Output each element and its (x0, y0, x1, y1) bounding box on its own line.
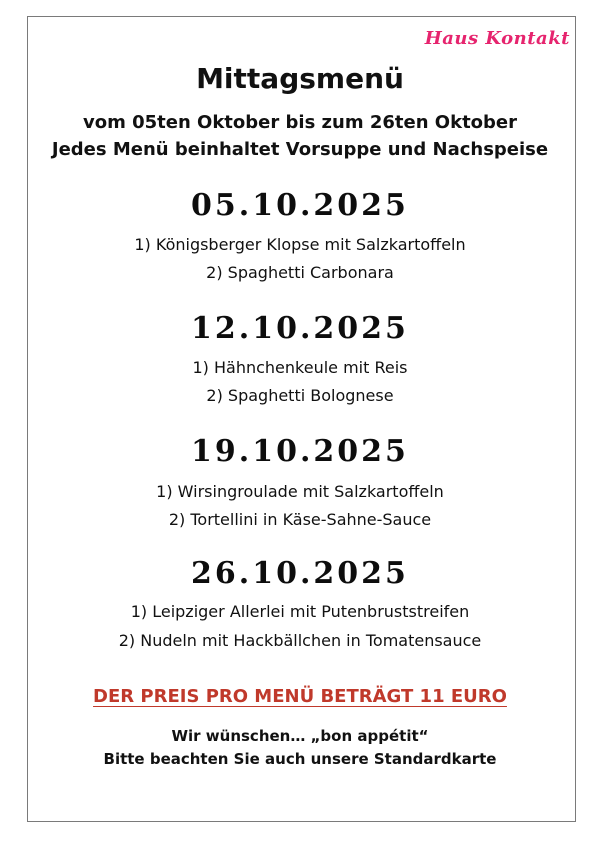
menu-1-item-2: 2) Spaghetti Carbonara (206, 263, 394, 282)
menu-3-item-2: 2) Tortellini in Käse-Sahne-Sauce (168, 510, 432, 529)
menu-1-item-1: 1) Königsberger Klopse mit Salzkartoffeln (134, 235, 466, 254)
brand-logo: Haus Kontakt (424, 28, 570, 49)
menu-date-1: 05.10.2025 (191, 188, 409, 223)
date-range: vom 05ten Oktober bis zum 26ten Oktober (82, 112, 518, 133)
menu-date-4: 26.10.2025 (191, 556, 409, 591)
menu-date-2: 12.10.2025 (191, 311, 409, 346)
menu-4-item-2: 2) Nudeln mit Hackbällchen in Tomatensauce (118, 631, 482, 650)
menu-includes-note: Jedes Menü beinhaltet Vorsuppe und Nachspeise (51, 139, 549, 160)
standard-menu-note: Bitte beachten Sie auch unsere Standardkarte (103, 750, 497, 768)
menu-4-item-1: 1) Leipziger Allerlei mit Putenbruststreifen (130, 602, 470, 621)
menu-2-item-1: 1) Hähnchenkeule mit Reis (192, 358, 408, 377)
price-note: DER PREIS PRO MENÜ BETRÄGT 11 EURO (93, 686, 507, 707)
menu-2-item-2: 2) Spaghetti Bolognese (206, 386, 394, 405)
page-title: Mittagsmenü (196, 62, 404, 95)
greeting-line: Wir wünschen… „bon appétit“ (171, 727, 429, 745)
menu-date-3: 19.10.2025 (191, 434, 409, 469)
menu-3-item-1: 1) Wirsingroulade mit Salzkartoffeln (156, 482, 444, 501)
